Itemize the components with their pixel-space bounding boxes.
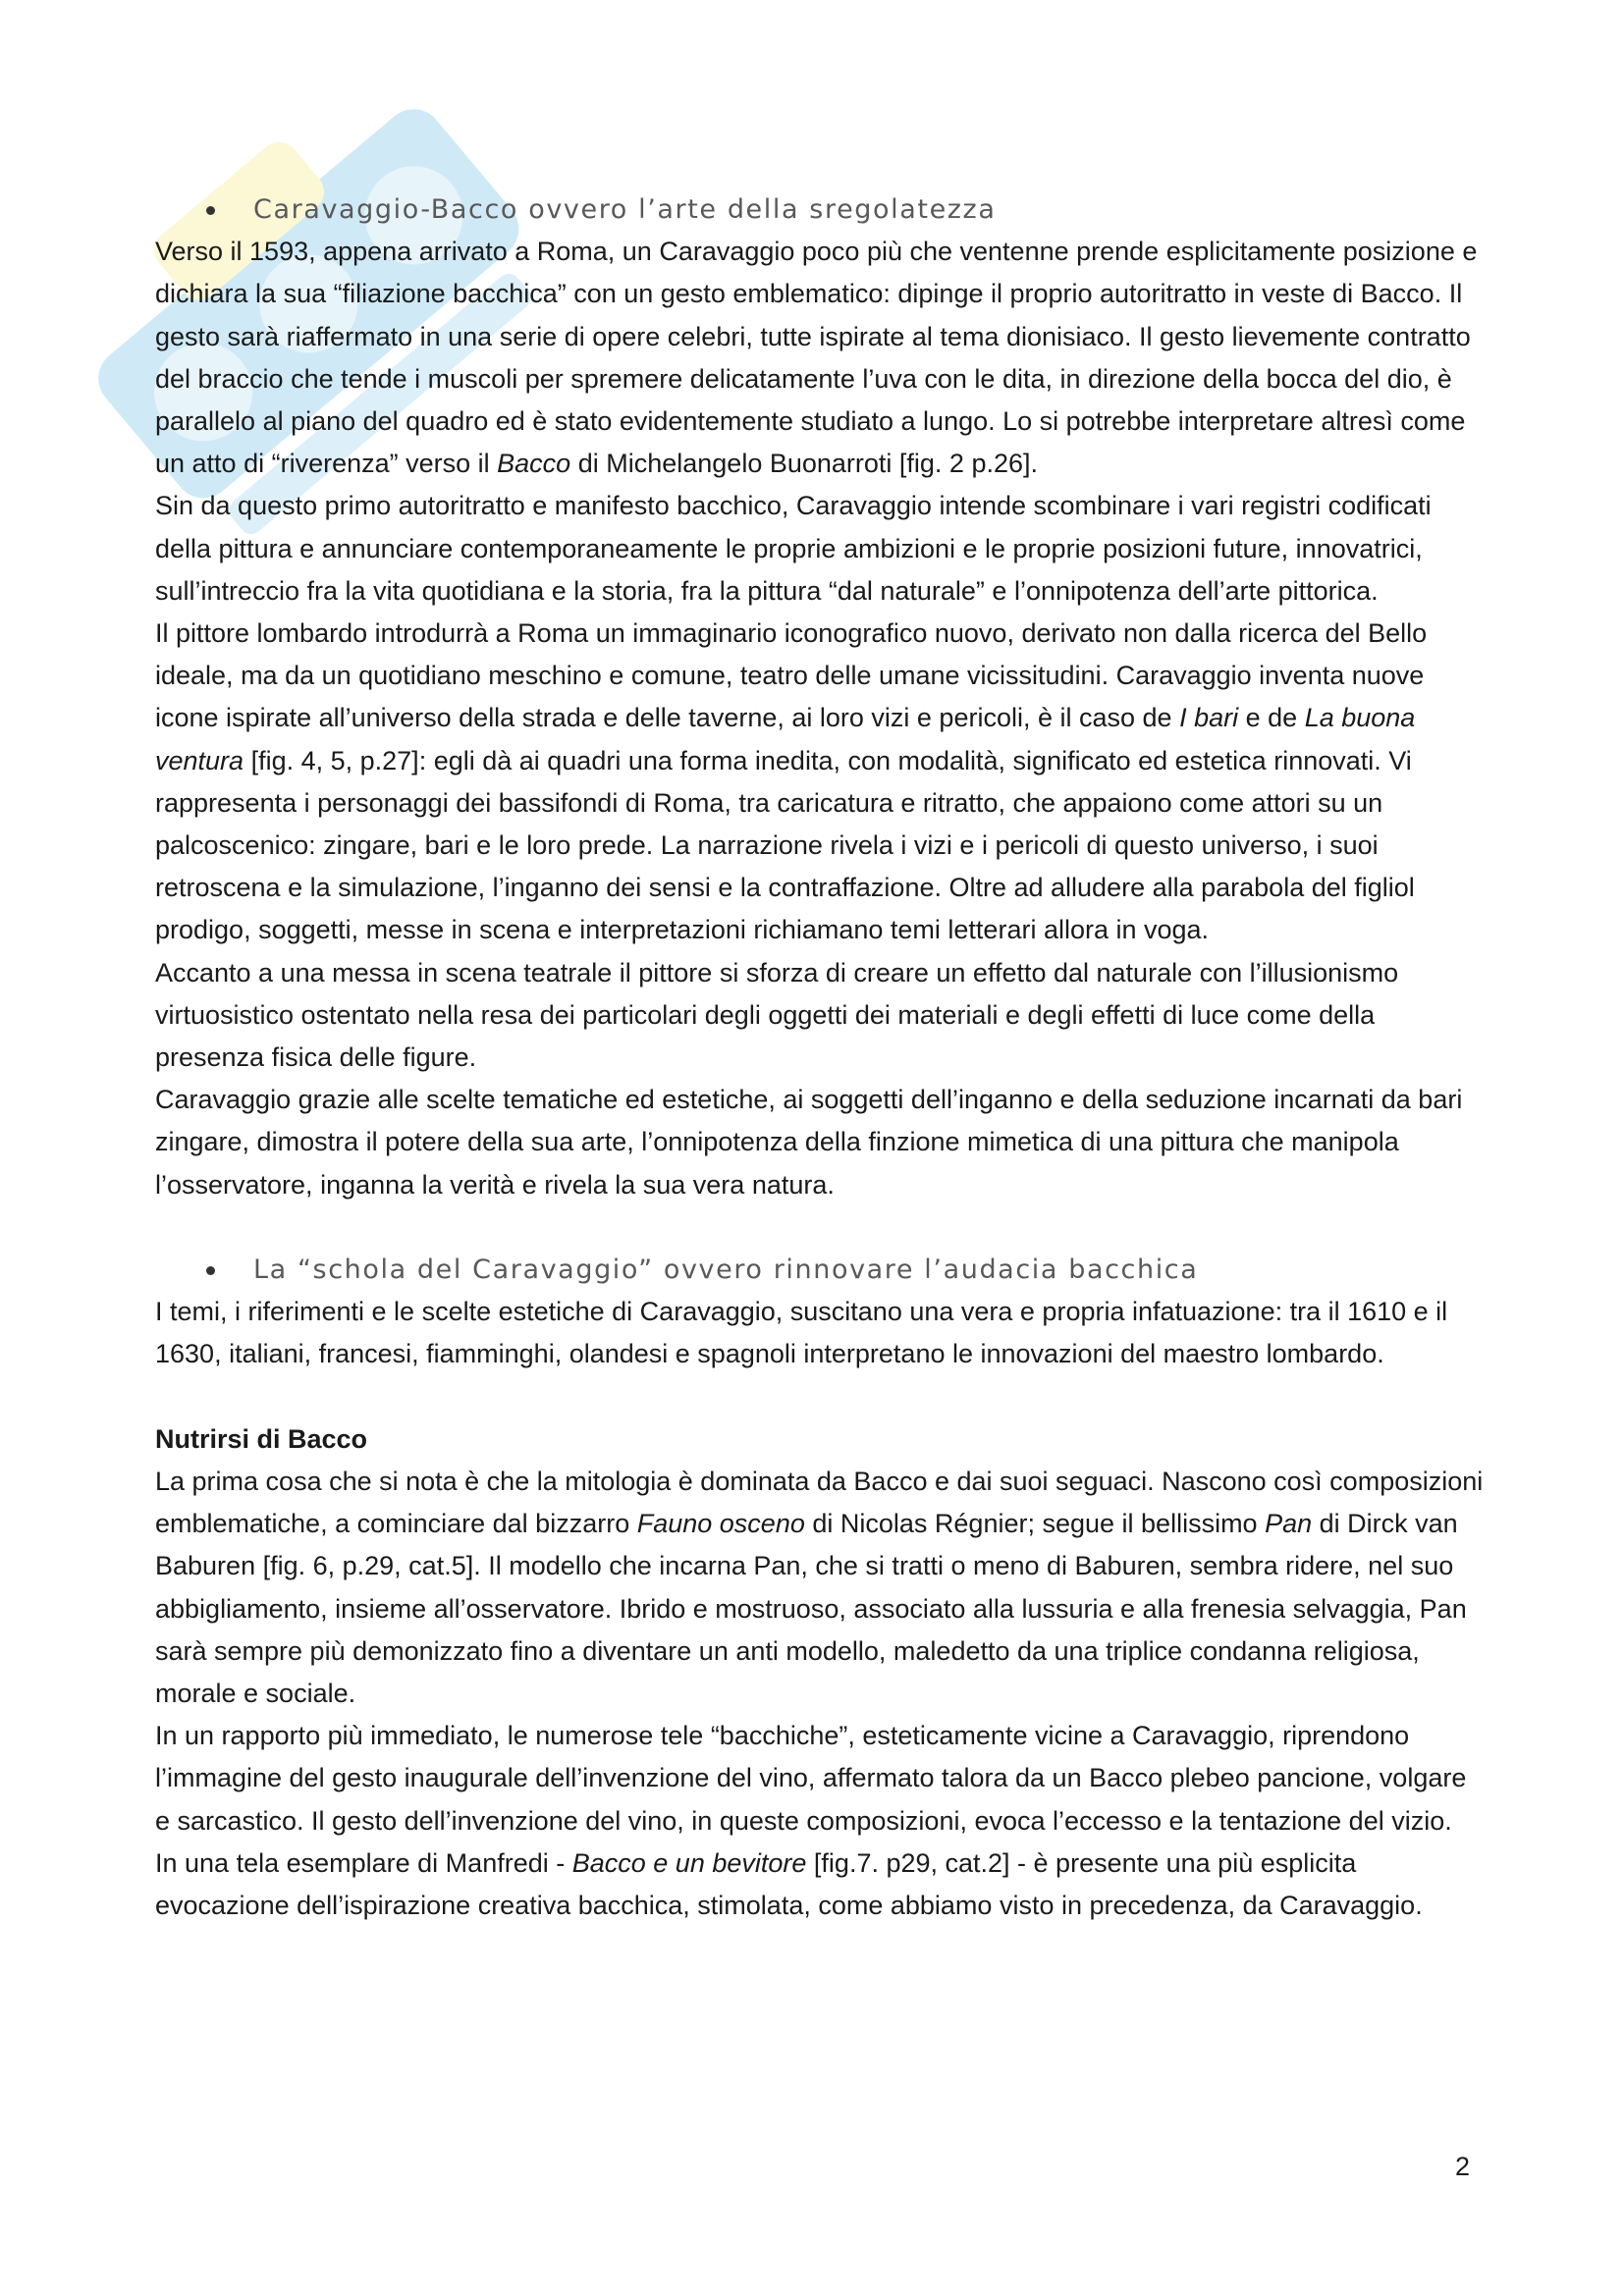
artwork-title: Pan — [1265, 1509, 1313, 1539]
artwork-title: Fauno osceno — [636, 1509, 805, 1539]
paragraph: In un rapporto più immediato, le numerose tele “bacchiche”, esteticamente vicine a Caravaggio, riprendono l’immagine del gesto inaugurale dell’invenzione del vino, affermato talora da un Bacco plebeo pancione, volgare e sarcastico. Il gesto dell’invenzione del vino, in queste composizioni, evoca l’eccesso e la tentazione del vizio. — [155, 1721, 1467, 1836]
paragraph: Accanto a una messa in scena teatrale il pittore si sforza di creare un effetto dal naturale con l’illusionismo virtuosistico ostentato nella resa dei particolari degli oggetti dei materiali e degli effetti di luce come della presenza fisica delle figure. — [155, 957, 1399, 1073]
paragraph: Verso il 1593, appena arrivato a Roma, un Caravaggio poco più che ventenne prende esplicitamente posizione e dichiara la sua “filiazione bacchica” con un gesto emblematico: dipinge il proprio autoritratto in veste di Bacco. Il gesto sarà riaffermato in una serie di opere celebri, tutte ispirate al tema dionisiaco. Il gesto lievemente contratto del braccio che tende i muscoli per spremere delicatamente l’uva con le dita, in direzione della bocca del dio, è parallelo al piano del quadro ed è stato evidentemente studiato a lungo. Lo si potrebbe interpretare altresì come un atto di “riverenza” verso il Bacco di Michelangelo Buonarroti [fig. 2 p.26]. — [155, 237, 1478, 479]
bullet-icon — [206, 206, 215, 215]
paragraph: In una tela esemplare di Manfredi - Bacco e un bevitore [fig.7. p29, cat.2] - è presente una più esplicita evocazione dell’ispirazione creativa bacchica, stimolata, come abbiamo visto in precedenza, da Caravaggio. — [155, 1847, 1423, 1921]
section-heading-text: Caravaggio-Bacco ovvero l’arte della sregolatezza — [253, 194, 997, 225]
spacer — [155, 1376, 1486, 1418]
bullet-icon — [206, 1266, 215, 1275]
artwork-title: Bacco e un bevitore — [571, 1847, 807, 1878]
document-body — [155, 188, 1486, 1927]
paragraph: Il pittore lombardo introdurrà a Roma un immaginario iconografico nuovo, derivato non dalla ricerca del Bello ideale, ma da un quotidiano meschino e comune, teatro delle umane vicissitudini. Caravaggio inventa nuove icone ispirate all’universo della strada e delle taverne, ai loro vizi e pericoli, è il caso de I bari e de La buona ventura [fig. 4, 5, p.27]: egli dà ai quadri una forma inedita, con modalità, significato ed estetica rinnovati. Vi rappresenta i personaggi dei bassifondi di Roma, tra caricatura e ritratto, che appaiono come attori su un palcoscenico: zingare, bari e le loro prede. La narrazione rivela i vizi e i pericoli di questo universo, i suoi retroscena e la simulazione, l’inganno dei sensi e la contraffazione. Oltre ad alludere alla parabola del figliol prodigo, soggetti, messe in scena e interpretazioni richiamano temi letterari allora in voga. — [155, 618, 1428, 945]
section-heading-schola — [155, 1249, 1486, 1291]
paragraph: La prima cosa che si nota è che la mitologia è dominata da Bacco e dai suoi seguaci. Nascono così composizioni emblematiche, a cominciare dal bizzarro Fauno osceno di Nicolas Régnier; segue il bellissimo Pan di Dirck van Baburen [fig. 6, p.29, cat.5]. Il modello che incarna Pan, che si tratti o meno di Baburen, sembra ridere, nel suo abbigliamento, insieme all’osservatore. Ibrido e mostruoso, associato alla lussuria e alla frenesia selvaggia, Pan sarà sempre più demonizzato fino a diventare un anti modello, maledetto da una triplice condanna religiosa, morale e sociale. — [155, 1467, 1484, 1709]
artwork-title: I bari — [1179, 703, 1239, 733]
page-number: 2 — [1455, 2152, 1471, 2181]
artwork-title: La buona ventura — [155, 703, 1416, 775]
section-heading-text: La “schola del Caravaggio” ovvero rinnovare l’audacia bacchica — [253, 1255, 1199, 1286]
section-heading-caravaggio-bacco — [155, 188, 1486, 231]
paragraph: Sin da questo primo autoritratto e manifesto bacchico, Caravaggio intende scombinare i vari registri codificati della pittura e annunciare contemporaneamente le proprie ambizioni e le proprie posizioni future, innovatrici, sull’intreccio fra la vita quotidiana e la storia, fra la pittura “dal naturale” e l’onnipotenza dell’arte pittorica. — [155, 491, 1432, 606]
paragraph: Caravaggio grazie alle scelte tematiche ed estetiche, ai soggetti dell’inganno e della seduzione incarnati da bari zingare, dimostra il potere della sua arte, l’onnipotenza della finzione mimetica di una pittura che manipola l’osservatore, inganna la verità e rivela la sua vera natura. — [155, 1085, 1463, 1200]
artwork-title: Bacco — [497, 449, 571, 479]
spacer — [155, 1206, 1486, 1249]
paragraph: I temi, i riferimenti e le scelte estetiche di Caravaggio, suscitano una vera e propria infatuazione: tra il 1610 e il 1630, italiani, francesi, fiamminghi, olandesi e spagnoli interpretano le innovazioni del maestro lombardo. — [155, 1297, 1448, 1369]
sub-heading-nutrirsi: Nutrirsi di Bacco — [155, 1423, 368, 1454]
